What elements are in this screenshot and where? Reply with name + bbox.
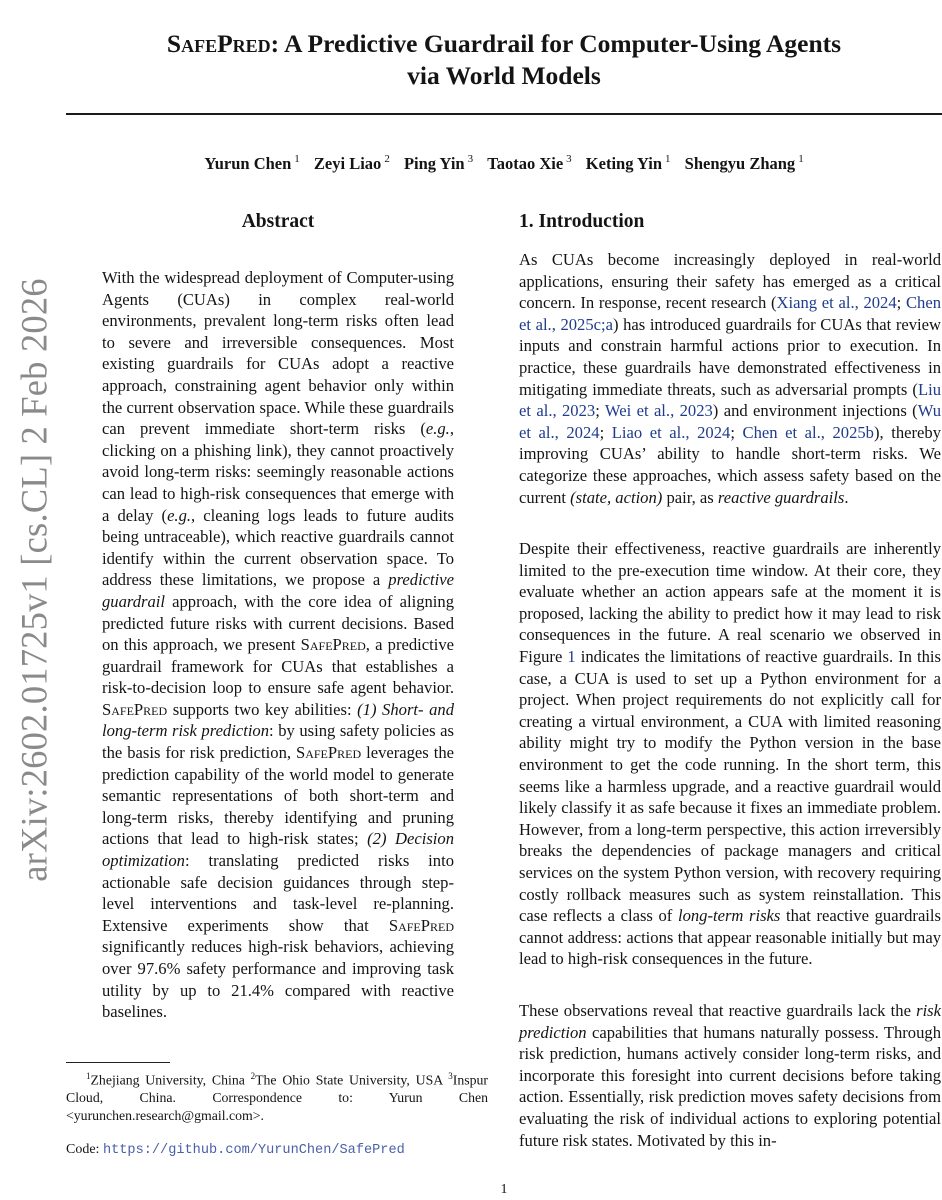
system-name: SafePred bbox=[295, 743, 362, 763]
title-line1: : A Predictive Guardrail for Computer-Using Agents bbox=[270, 29, 842, 58]
affiliation-footnote: $^1$Zhejiang University, China $^2$The Ohio State University, USA $^3$Inspur Cloud, China. Correspondence to: Yurun Chen <yurunchen.research@gmail.com>. bbox=[66, 1071, 489, 1123]
citation-link[interactable]: Chen et al., 2025c;a bbox=[519, 293, 942, 334]
citation-link[interactable]: Wu et al., 2024 bbox=[519, 401, 942, 442]
system-name: SafePred bbox=[102, 699, 168, 719]
author: Shengyu Zhang $^1$ bbox=[684, 153, 804, 173]
arxiv-stamp-text: arXiv:2602.01725v1 [cs.CL] 2 Feb 2026 bbox=[13, 278, 55, 882]
author: Yurun Chen $^1$ bbox=[204, 153, 300, 173]
paper-title bbox=[66, 28, 942, 92]
author: Ping Yin $^3$ bbox=[403, 153, 474, 173]
citation-link[interactable]: Liao et al., 2024 bbox=[611, 422, 731, 442]
arxiv-stamp bbox=[4, 270, 64, 890]
citation-link[interactable]: Wei et al., 2023 bbox=[604, 401, 713, 421]
citation-link[interactable]: Xiang et al., 2024 bbox=[776, 293, 897, 313]
footnote-rule bbox=[66, 1062, 170, 1063]
title-system-name: SafePred bbox=[166, 29, 271, 58]
system-name: SafePred bbox=[300, 635, 366, 655]
code-repository-link[interactable]: https://github.com/YurunChen/SafePred bbox=[102, 1143, 405, 1158]
system-name: SafePred bbox=[388, 915, 454, 935]
abstract-body: With the widespread deployment of Computer-using Agents (CUAs) in complex real-world environments, prevalent long-term risks often lead to severe and irreversible consequences. Most existing guardrails for CUAs adopt a reactive approach, constraining agent behavior only within the current observation space. While these guardrails can prevent immediate short-term risks (e.g., clicking on a phishing link), they cannot proactively avoid long-term risks: seemingly reasonable actions can lead to high-risk consequences that emerge with a delay (e.g., cleaning logs leads to future audits being untraceable), which reactive guardrails cannot identify within the current observation space. To address these limitations, we propose a predictive guardrail approach, with the core idea of aligning predicted future risks with current decisions. Based on this approach, we present SafePred, a predictive guardrail framework for CUAs that establishes a risk-to-decision loop to ensure safe agent behavior. SafePred supports two key abilities: (1) Short- and long-term risk prediction: by using safety policies as the basis for risk prediction, SafePred leverages the prediction capability of the world model to generate semantic representations of both short-term and long-term risks, thereby identifying and pruning actions that lead to high-risk states; (2) Decision optimization: translating predicted risks into actionable safe decision guidances through step-level interventions and task-level re-planning. Extensive experiments show that SafePred significantly reduces high-risk behaviors, achieving over 97.6% safety performance and improving task utility by up to 21.4% compared with reactive baselines. bbox=[102, 268, 455, 1022]
intro-paragraph-1: As CUAs become increasingly deployed in real-world applications, ensuring their safety has emerged as a critical concern. In response, recent research (Xiang et al., 2024; Chen et al., 2025c;a) has introduced guardrails for CUAs that review inputs and constrain harmful actions prior to execution. In practice, these guardrails have demonstrated effectiveness in mitigating immediate threats, such as adversarial prompts (Liu et al., 2023; Wei et al., 2023) and environment injections (Wu et al., 2024; Liao et al., 2024; Chen et al., 2025b), thereby improving CUAs’ ability to handle short-term risks. We categorize these approaches, which assess safety based on the current (state, action) pair, as reactive guardrails. bbox=[519, 250, 942, 507]
section-heading-introduction: 1. Introduction bbox=[519, 211, 645, 232]
code-label: Code: bbox=[66, 1142, 103, 1157]
title-line2: via World Models bbox=[407, 61, 601, 90]
citation-link[interactable]: Chen et al., 2025b bbox=[742, 422, 874, 442]
author: Taotao Xie $^3$ bbox=[487, 153, 572, 173]
author-list bbox=[66, 153, 942, 174]
abstract-heading: Abstract bbox=[241, 211, 315, 232]
author: Zeyi Liao $^2$ bbox=[313, 153, 390, 173]
figure-reference-link[interactable]: 1 bbox=[567, 646, 576, 666]
page-number: 1 bbox=[500, 1182, 508, 1197]
title-rule bbox=[66, 113, 942, 115]
intro-paragraph-2: Despite their effectiveness, reactive guardrails are inherently limited to the pre-execution time window. At their core, they evaluate whether an action appears safe at the moment it is proposed, lacking the ability to predict how it may lead to risk consequences in the future. A real scenario we observed in Figure 1 indicates the limitations of reactive guardrails. In this case, a CUA is used to set up a Python environment for a project. When project requirements do not explicitly call for creating a virtual environment, a CUA with limited reasoning ability might try to modify the Python version in the base environment to get the code running. In the short term, this seems like a harmless upgrade, and a reactive guardrail would likely classify it as safe because it fixes an immediate problem. However, from a long-term perspective, this action irreversibly breaks the dependencies of package managers and critical services on the system Python version, with recovery requiring costly rollback measures such as system reinstallation. This case reflects a class of long-term risks that reactive guardrails cannot address: actions that appear reasonable initially but may lead to high-risk consequences in the future. bbox=[519, 539, 941, 969]
intro-paragraph-3: These observations reveal that reactive guardrails lack the risk prediction capabilities that humans naturally possess. Through risk prediction, humans actively consider long-term risks, and incorporate this foresight into current decisions before taking action. Essentially, risk prediction moves safety decisions from evaluating the risk of individual actions to exploring potential future risk states. Motivated by this in- bbox=[519, 1001, 941, 1150]
code-availability bbox=[66, 1142, 405, 1158]
citation-link[interactable]: Liu et al., 2023 bbox=[519, 379, 941, 421]
author: Keting Yin $^1$ bbox=[585, 153, 671, 173]
